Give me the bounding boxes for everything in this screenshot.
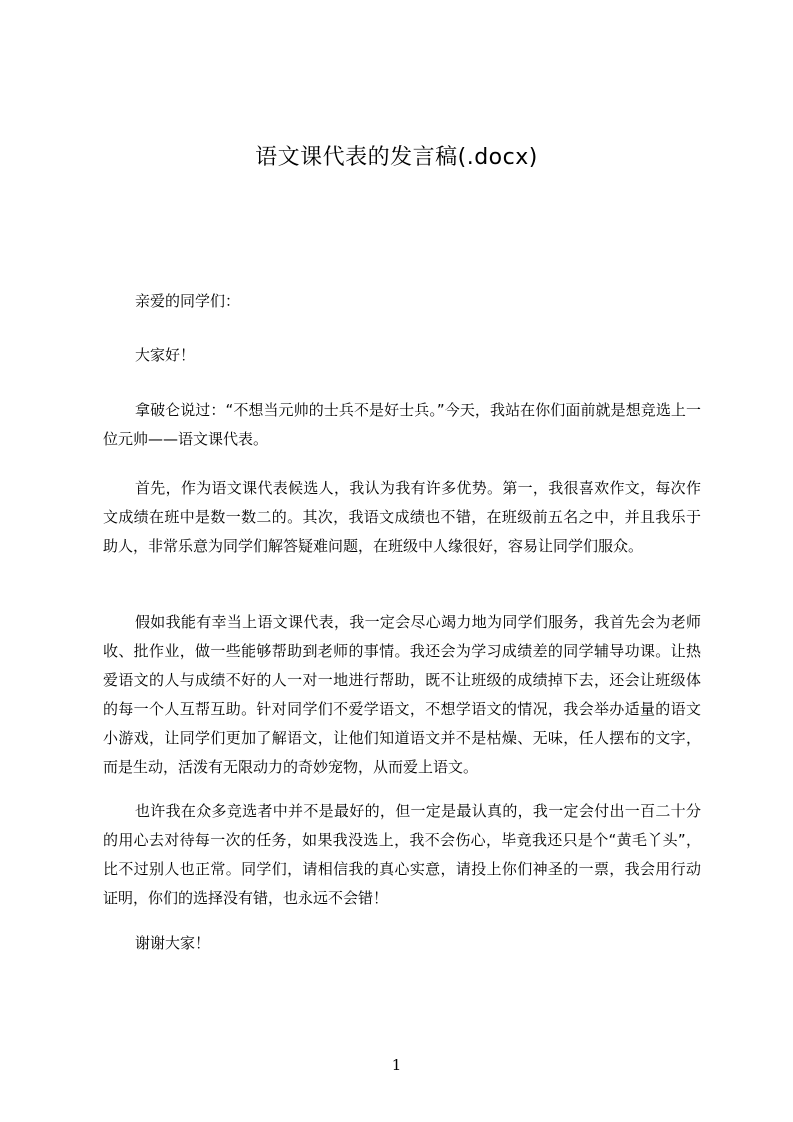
paragraph-advantages: 首先，作为语文课代表候选人，我认为我有许多优势。第一，我很喜欢作文，每次作文成绩在班中是数一数二的。其次，我语文成绩也不错，在班级前五名之中，并且我乐于助人，非常乐意为同学们解答疑难问题，在班级中人缘很好，容易让同学们服众。 xyxy=(103,479,701,555)
paragraph-commitment: 也许我在众多竞选者中并不是最好的，但一定是最认真的，我一定会付出一百二十分的用心去对待每一次的任务，如果我没选上，我不会伤心，毕竟我还只是个“黄毛丫头”，比不过别人也正常。同学们，请相信我的真心实意，请投上你们神圣的一票，我会用行动证明，你们的选择没有错，也永远不会错！ xyxy=(103,802,701,907)
paragraph-greeting: 亲爱的同学们： xyxy=(135,292,241,310)
paragraph-hello: 大家好！ xyxy=(135,346,196,364)
paragraph-plans: 假如我能有幸当上语文课代表，我一定会尽心竭力地为同学们服务，我首先会为老师收、批作业，做一些能够帮助到老师的事情。我还会为学习成绩差的同学辅导功课。让热爱语文的人与成绩不好的人一对一地进行帮助，既不让班级的成绩掉下去，还会让班级体的每一个人互帮互助。针对同学们不爱学语文，不想学语文的情况，我会举办适量的语文小游戏，让同学们更加了解语文，让他们知道语文并不是枯燥、无味，任人摆布的文字，而是生动，活泼有无限动力的奇妙宠物，从而爱上语文。 xyxy=(103,613,701,776)
document-title: 语文课代表的发言稿(.docx) xyxy=(255,145,538,170)
paragraph-quote: 拿破仑说过：“不想当元帅的士兵不是好士兵。”今天，我站在你们面前就是想竞选上一位元帅——语文课代表。 xyxy=(103,401,701,448)
page-number: 1 xyxy=(391,1056,402,1074)
paragraph-thanks: 谢谢大家！ xyxy=(135,934,211,952)
